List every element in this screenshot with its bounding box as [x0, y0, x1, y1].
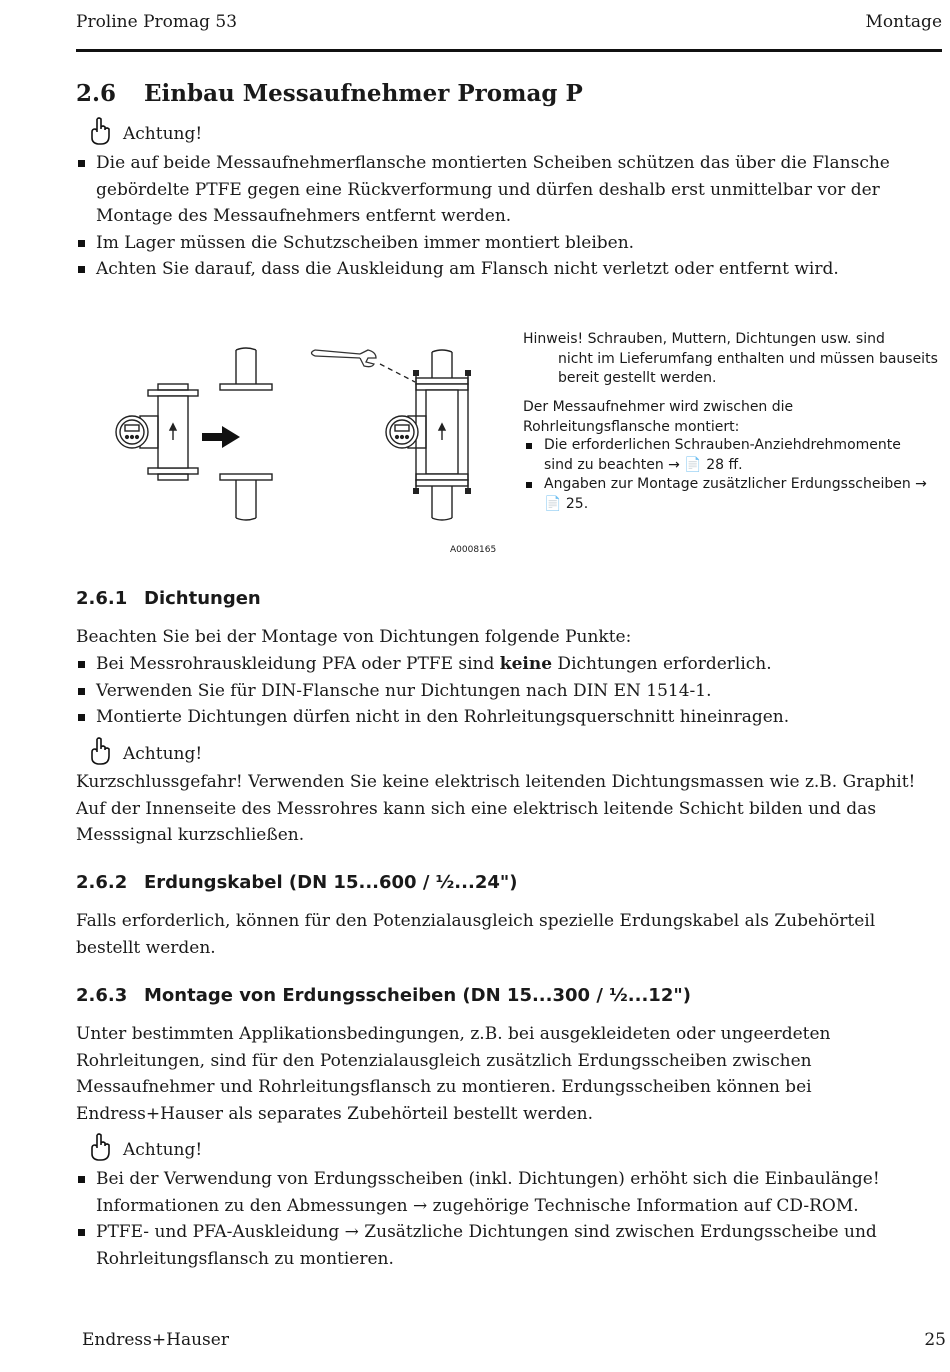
subsection-title: Montage von Erdungsscheiben (DN 15...300 / ½...12") [144, 985, 691, 1006]
paragraph: Kurzschlussgefahr! Verwenden Sie keine elektrisch leitenden Dichtungsmassen wie z.B. Graphit! Auf der Innenseite des Messrohres kann sich eine elektrisch leitende Schicht bilden und das Messsignal kurzschließen. [76, 772, 916, 846]
subsection-title: Dichtungen [144, 588, 261, 609]
subsection-number: 2.6.2 [76, 872, 128, 893]
subsection-number: 2.6.1 [76, 588, 128, 609]
list-item [76, 651, 938, 678]
header-doc-title: Proline Promag 53 [76, 12, 238, 32]
note-hinweis-rest: nicht im Lieferumfang enthalten und müssen bauseits bereit gestellt werden. [558, 350, 938, 386]
note-bullet: Die erforderlichen Schrauben-Anziehdrehmomente sind zu beachten → 📄 28 ff. [523, 436, 933, 475]
warning-label: Achtung! [123, 124, 203, 144]
footer-company: Endress+Hauser [82, 1330, 229, 1350]
installation-figure [110, 312, 510, 532]
note-intro: Der Messaufnehmer wird zwischen die Rohrleitungsflansche montiert: [523, 399, 794, 435]
header-rule [76, 49, 942, 52]
paragraph: Beachten Sie bei der Montage von Dichtungen folgende Punkte: [76, 627, 632, 647]
section-heading [76, 80, 583, 107]
list-item: Montierte Dichtungen dürfen nicht in den Rohrleitungsquerschnitt hineinragen. [76, 704, 938, 731]
note-hinweis-first: Hinweis! Schrauben, Muttern, Dichtungen usw. sind [523, 331, 885, 347]
warning-label: Achtung! [123, 744, 203, 764]
subsection-heading-erdungskabel [76, 872, 517, 893]
footer-page-number: 25 [924, 1330, 946, 1350]
paragraph: Falls erforderlich, können für den Potenzialausgleich spezielle Erdungskabel als Zubehörteil bestellt werden. [76, 911, 876, 958]
subsection-title: Erdungskabel (DN 15...600 / ½...24") [144, 872, 518, 893]
list-item-text: Bei Messrohrauskleidung PFA oder PTFE sind [96, 654, 500, 674]
list-item: Verwenden Sie für DIN-Flansche nur Dichtungen nach DIN EN 1514-1. [76, 678, 938, 705]
header-chapter: Montage [865, 12, 942, 32]
list-item: Bei der Verwendung von Erdungsscheiben (inkl. Dichtungen) erhöht sich die Einbaulänge! Informationen zu den Abmessungen → zugehörige Technische Information auf CD-ROM. [76, 1166, 938, 1219]
section-number: 2.6 [76, 80, 117, 107]
hand-warning-icon [88, 116, 112, 146]
figure-reference: A0008165 [450, 545, 497, 555]
paragraph: Unter bestimmten Applikationsbedingungen, z.B. bei ausgekleideten oder ungeerdeten Rohrleitungen, sind für den Potenzialausgleich zusätzlich Erdungsscheiben zwischen Messaufnehmer und Rohrleitungsflansch zu montieren. Erdungsscheiben können bei Endress+Hauser als separates Zubehörteil bestellt werden. [76, 1024, 831, 1124]
warning-label: Achtung! [123, 1140, 203, 1160]
subsection-heading-dichtungen [76, 588, 261, 609]
list-item-bold: keine [499, 654, 553, 674]
list-item: Achten Sie darauf, dass die Auskleidung am Flansch nicht verletzt oder entfernt wird. [76, 256, 938, 283]
note-hinweis [523, 330, 943, 389]
list-item-text: Dichtungen erforderlich. [552, 654, 772, 674]
note-bullet: Angaben zur Montage zusätzlicher Erdungsscheiben → 📄 25. [523, 475, 933, 514]
hand-warning-icon [88, 736, 112, 766]
list-item: Im Lager müssen die Schutzscheiben immer montiert bleiben. [76, 230, 938, 257]
subsection-number: 2.6.3 [76, 985, 128, 1006]
section-title: Einbau Messaufnehmer Promag P [144, 80, 583, 107]
list-item: Die auf beide Messaufnehmerflansche montierten Scheiben schützen das über die Flansche gebördelte PTFE gegen eine Rückverformung und dürfen deshalb erst unmittelbar vor der Montage des Messaufnehmers entfernt werden. [76, 150, 938, 230]
hand-warning-icon [88, 1132, 112, 1162]
list-item: PTFE- und PFA-Auskleidung → Zusätzliche Dichtungen sind zwischen Erdungsscheibe und Rohrleitungsflansch zu montieren. [76, 1219, 938, 1272]
subsection-heading-erdungsscheiben [76, 985, 691, 1006]
